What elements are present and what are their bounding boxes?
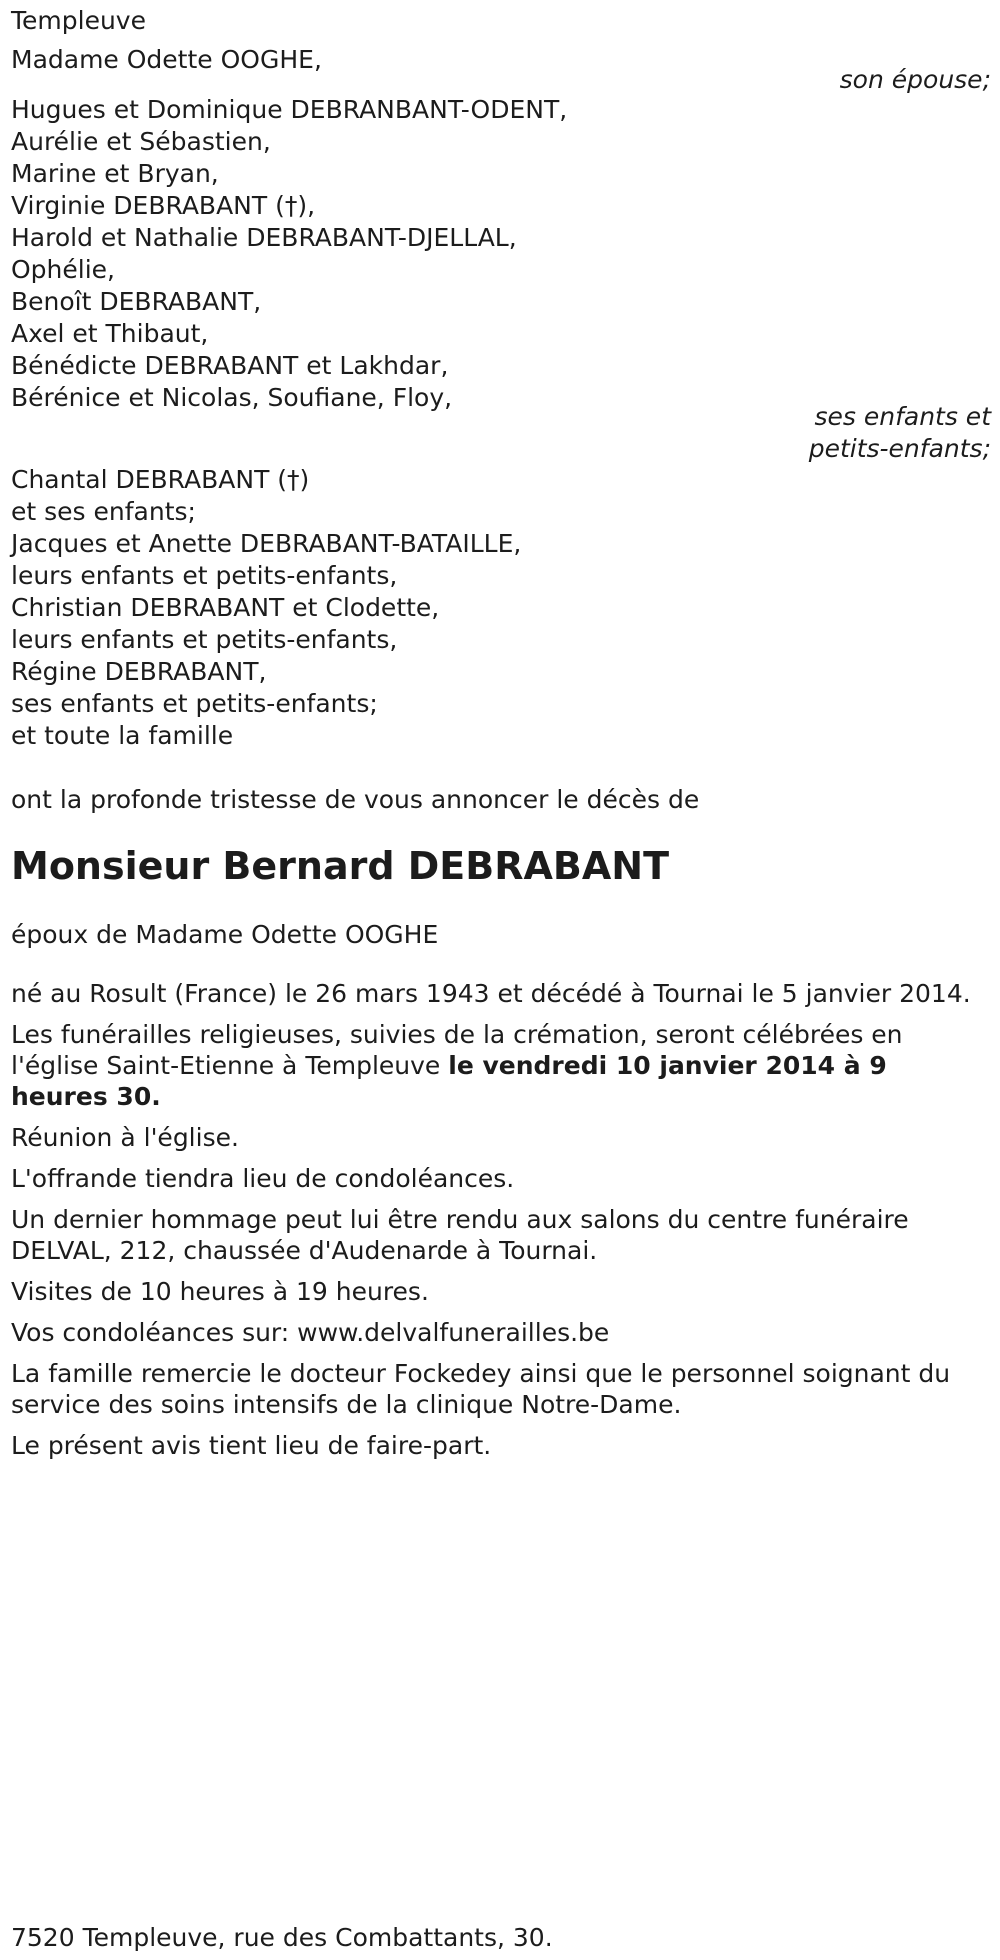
birth-death: né au Rosult (France) le 26 mars 1943 et décédé à Tournai le 5 janvier 2014. [11,979,971,1008]
funeral-paragraph [11,1019,991,1112]
children-role-line1: ses enfants et [814,402,991,431]
list-item: Virginie DEBRABANT (†), [11,191,316,220]
list-item: leurs enfants et petits-enfants, [11,625,398,654]
list-item: Marine et Bryan, [11,159,219,188]
offering: L'offrande tiendra lieu de condoléances. [11,1164,515,1193]
children-list [11,91,567,411]
list-item: Aurélie et Sébastien, [11,127,271,156]
condolences: Vos condoléances sur: www.delvalfunerailles.be [11,1318,610,1347]
list-item: Christian DEBRABANT et Clodette, [11,593,440,622]
tribute: Un dernier hommage peut lui être rendu aux salons du centre funéraire DELVAL, 212, chaussée d'Audenarde à Tournai. [11,1205,909,1265]
list-item: Régine DEBRABANT, [11,657,267,686]
list-item: ses enfants et petits-enfants; [11,689,378,718]
list-item: Axel et Thibaut, [11,319,209,348]
list-item: Ophélie, [11,255,115,284]
list-item: Jacques et Anette DEBRABANT-BATAILLE, [11,529,522,558]
siblings-list [11,461,521,749]
list-item: leurs enfants et petits-enfants, [11,561,398,590]
list-item: Benoît DEBRABANT, [11,287,262,316]
list-item: Bérénice et Nicolas, Soufiane, Floy, [11,383,453,412]
spouse-role: son épouse; [839,65,991,94]
address: 7520 Templeuve, rue des Combattants, 30. [11,1923,553,1952]
thanks: La famille remercie le docteur Fockedey ainsi que le personnel soignant du service des soins intensifs de la clinique Notre-Dame. [11,1359,951,1419]
list-item: Harold et Nathalie DEBRABANT-DJELLAL, [11,223,517,252]
spouse-name: Madame Odette OOGHE, [11,45,322,74]
meeting: Réunion à l'église. [11,1123,239,1152]
deceased-spouse: époux de Madame Odette OOGHE [11,920,439,949]
list-item: Bénédicte DEBRABANT et Lakhdar, [11,351,449,380]
funeral-date: le vendredi 10 janvier 2014 à 9 heures 30. [11,1051,887,1111]
list-item: Hugues et Dominique DEBRANBANT-ODENT, [11,95,568,124]
notice: Le présent avis tient lieu de faire-part. [11,1431,492,1460]
list-item: et ses enfants; [11,497,196,526]
children-role-line2: petits-enfants; [808,434,991,463]
funeral-text: Les funérailles religieuses, suivies de la crémation, seront célébrées en l'église Saint-Etienne à Templeuve [11,1020,903,1080]
place-heading: Templeuve [11,6,146,35]
list-item: Chantal DEBRABANT (†) [11,465,310,494]
list-item: et toute la famille [11,721,234,750]
announcement: ont la profonde tristesse de vous annoncer le décès de [11,785,700,814]
visits: Visites de 10 heures à 19 heures. [11,1277,429,1306]
deceased-name: Monsieur Bernard DEBRABANT [11,844,669,888]
details [11,978,991,1461]
